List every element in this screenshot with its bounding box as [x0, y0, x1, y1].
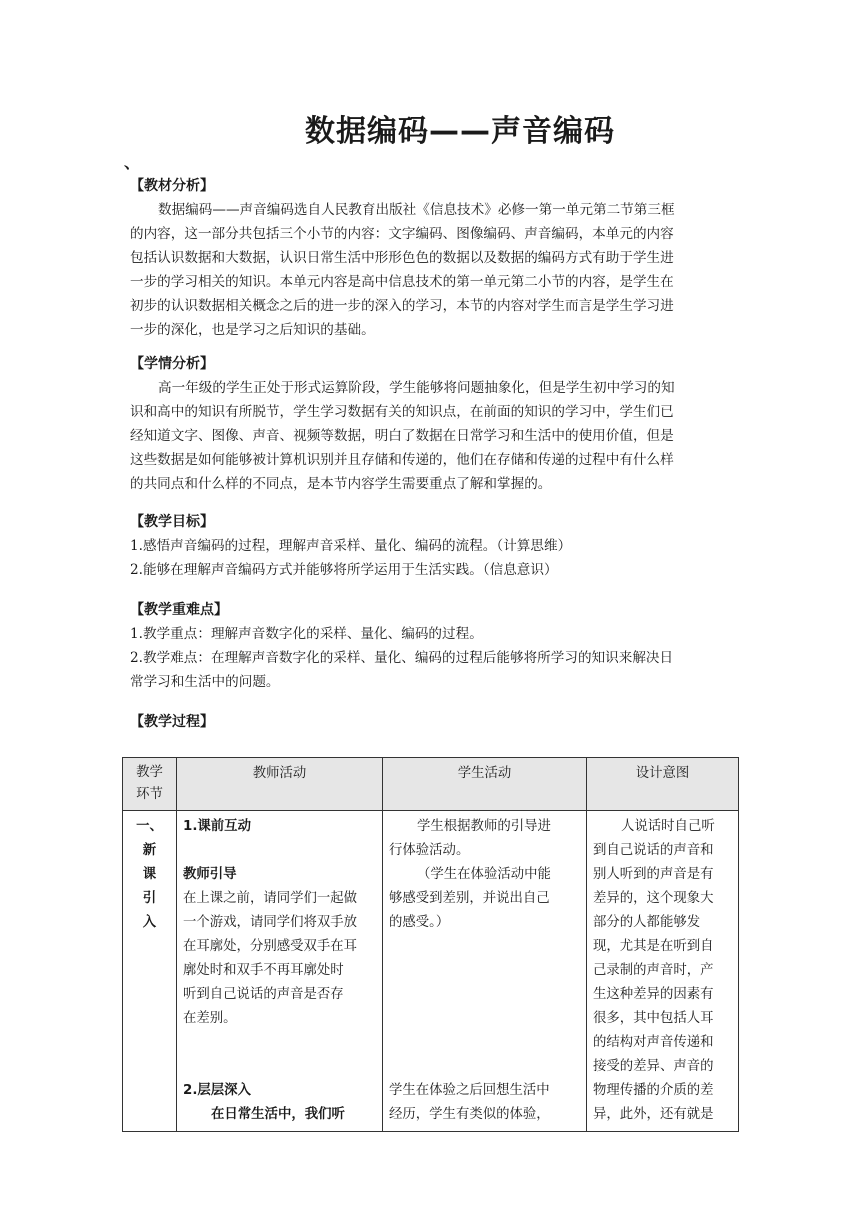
section-heading: 【教材分析】: [130, 178, 214, 194]
cell-line: 经历，学生有类似的体验，: [389, 1107, 550, 1122]
cell-line: 异，此外，还有就是: [593, 1107, 714, 1122]
stage-char: 入: [142, 915, 157, 930]
cell-line: 一个游戏，请同学们将双手放: [183, 915, 358, 930]
teaching-process-table: [122, 757, 739, 1132]
cell-line: 在差别。: [183, 1011, 237, 1026]
cell-line: 差异的，这个现象大: [593, 891, 714, 906]
cell-line: 在上课之前，请同学们一起做: [183, 891, 358, 906]
stage-char: 课: [142, 867, 157, 882]
goal-item: 2.能够在理解声音编码方式并能够将所学运用于生活实践。（信息意识）: [130, 562, 558, 578]
stray-mark: 、: [124, 153, 141, 172]
cell-line: 接受的差异、声音的: [593, 1059, 714, 1074]
student-activity-cell: [383, 811, 587, 1132]
learner-analysis-section: [130, 352, 740, 496]
cell-line: 在耳廓处，分别感受双手在耳: [183, 939, 358, 954]
paragraph-line: 数据编码——声音编码选自人民教育出版社《信息技术》必修一第一单元第二节第三框: [158, 202, 675, 218]
paragraph-line: 高一年级的学生正处于形式运算阶段，学生能够将问题抽象化，但是学生初中学习的知: [158, 380, 675, 396]
cell-line: （学生在体验活动中能: [417, 867, 551, 882]
paragraph-line: 一步的学习相关的知识。本单元内容是高中信息技术的第一单元第二小节的内容，是学生在: [130, 274, 674, 290]
cell-line: 廓处时和双手不再耳廓处时: [183, 963, 344, 978]
cell-line: 学生在体验之后回想生活中: [389, 1083, 550, 1098]
cell-line: 行体验活动。: [389, 843, 470, 858]
activity-subtitle: 1.课前互动: [183, 819, 251, 834]
paragraph-line: 初步的认识数据相关概念之后的进一步的深入的学习，本节的内容对学生而言是学生学习进: [130, 298, 674, 314]
cell-line: 人说话时自己听: [621, 819, 715, 834]
stage-char: 引: [142, 891, 157, 906]
cell-line: 物理传播的介质的差: [593, 1083, 714, 1098]
section-heading: 【学情分析】: [130, 356, 214, 372]
teaching-process-section: [130, 710, 740, 734]
activity-subtitle: 教师引导: [183, 867, 237, 882]
paragraph-line: 一步的深化，也是学习之后知识的基础。: [130, 322, 375, 338]
cell-line: 的结构对声音传递和: [593, 1035, 714, 1050]
key-point-item: 2.教学难点：在理解声音数字化的采样、量化、编码的过程后能够将所学习的知识来解决日: [130, 650, 674, 666]
cell-line: 很多，其中包括人耳: [593, 1011, 714, 1026]
key-point-item: 常学习和生活中的问题。: [130, 674, 280, 690]
cell-line: 别人听到的声音是有: [593, 867, 714, 882]
cell-line: 在日常生活中，我们听: [211, 1107, 345, 1122]
goal-item: 1.感悟声音编码的过程，理解声音采样、量化、编码的流程。（计算思维）: [130, 538, 572, 554]
activity-subtitle: 2.层层深入: [183, 1083, 251, 1098]
stage-char: 一、: [136, 819, 163, 834]
column-header-teacher: 教师活动: [177, 758, 383, 811]
paragraph-line: 的内容，这一部分共包括三个小节的内容：文字编码、图像编码、声音编码，本单元的内容: [130, 226, 674, 242]
cell-line: 的感受。）: [389, 915, 450, 930]
cell-line: 学生根据教师的引导进: [417, 819, 551, 834]
table-row: [123, 811, 739, 1132]
section-heading: 【教学目标】: [130, 514, 214, 530]
paragraph-line: 经知道文字、图像、声音、视频等数据，明白了数据在日常学习和生活中的使用价值，但是: [130, 428, 674, 444]
design-intent-cell: [587, 811, 739, 1132]
teacher-activity-cell: [177, 811, 383, 1132]
column-header-student: 学生活动: [383, 758, 587, 811]
table-header-row: [123, 758, 739, 811]
cell-line: 部分的人都能够发: [593, 915, 701, 930]
key-point-item: 1.教学重点：理解声音数字化的采样、量化、编码的过程。: [130, 626, 483, 642]
section-heading: 【教学重难点】: [130, 602, 228, 618]
cell-line: 现，尤其是在听到自: [593, 939, 714, 954]
section-heading: 【教学过程】: [130, 714, 214, 730]
key-points-section: [130, 598, 740, 694]
cell-line: 够感受到差别，并说出自己: [389, 891, 550, 906]
cell-line: 听到自己说话的声音是否存: [183, 987, 344, 1002]
paragraph-line: 识和高中的知识有所脱节，学生学习数据有关的知识点，在前面的知识的学习中，学生们已: [130, 404, 674, 420]
stage-cell: [123, 811, 177, 1132]
cell-line: 到自己说话的声音和: [593, 843, 714, 858]
cell-line: 己录制的声音时，产: [593, 963, 714, 978]
teaching-goals-section: [130, 510, 740, 582]
column-header-stage: [123, 758, 177, 811]
column-header-stage-line1: 教学 环节: [136, 765, 163, 802]
stage-char: 新: [142, 843, 157, 858]
paragraph-line: 的共同点和什么样的不同点，是本节内容学生需要重点了解和掌握的。: [130, 476, 552, 492]
textbook-analysis-section: [130, 174, 740, 342]
page-title: 数据编码——声音编码: [305, 114, 615, 149]
paragraph-line: 包括认识数据和大数据，认识日常生活中形形色色的数据以及数据的编码方式有助于学生进: [130, 250, 674, 266]
column-header-intent: 设计意图: [587, 758, 739, 811]
paragraph-line: 这些数据是如何能够被计算机识别并且存储和传递的，他们在存储和传递的过程中有什么样: [130, 452, 674, 468]
cell-line: 生这种差异的因素有: [593, 987, 714, 1002]
